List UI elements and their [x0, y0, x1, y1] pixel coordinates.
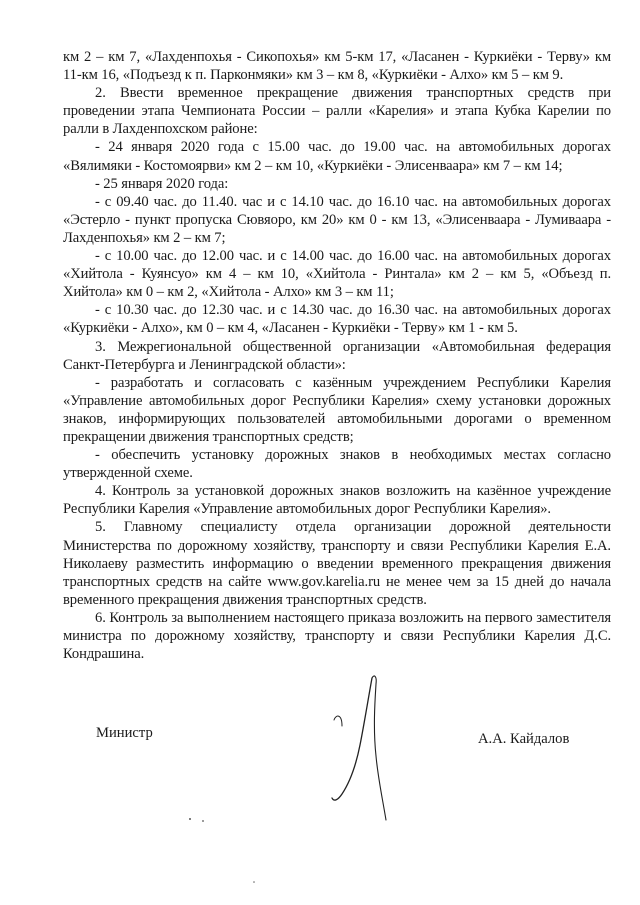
paragraph-time-slot-2: - с 10.00 час. до 12.00 час. и с 14.00 час. до 16.00 час. на автомобильных дорогах «Хийтола - Куянсуо» км 4 – км 10, «Хийтола - Ринтала» км 2 – км 5, «Объезд п. Хийтола» км 0 – км 2, «Хийтола - Алхо» км 3 – км 11;	[63, 248, 611, 301]
paragraph-road-list-continued: км 2 – км 7, «Лахденпохья - Сикопохья» км 5-км 17, «Ласанен - Куркиёки - Терву» км 11-км 16, «Подъезд к п. Парконмяки» км 3 – км 8, «Куркиёки - Алхо» км 5 – км 9.	[63, 49, 611, 84]
paragraph-time-slot-3: - с 10.30 час. до 12.30 час. и с 14.30 час. до 16.30 час. на автомобильных дорогах «Куркиёки - Алхо», км 0 – км 4, «Ласанен - Куркиёки - Терву» км 1 - км 5.	[63, 302, 611, 337]
paragraph-date-24-january: - 24 января 2020 года с 15.00 час. до 19.00 час. на автомобильных дорогах «Вялимяки - Костомоярви» км 2 – км 10, «Куркиёки - Элисенваара» км 7 – км 14;	[63, 139, 611, 174]
paragraph-6-control-order: 6. Контроль за выполнением настоящего приказа возложить на первого заместителя министра по дорожному хозяйству, транспорту и связи Республики Карелия Д.С. Кондрашина.	[63, 609, 611, 663]
order-body	[63, 48, 611, 663]
paragraph-develop-scheme: - разработать и согласовать с казённым учреждением Республики Карелия «Управление автомобильных дорог Республики Карелия» схему установки дорожных знаков, информирующих пользователей автомобильными дорогами о временном прекращении движения транспортных средств;	[63, 374, 611, 445]
handwritten-signature	[320, 670, 410, 830]
paragraph-3-automobile-federation: 3. Межрегиональной общественной организации «Автомобильная федерация Санкт-Петербурга и Ленинградской области»:	[63, 338, 611, 373]
signatory-title: Министр	[96, 725, 153, 741]
paragraph-4-control-signs: 4. Контроль за установкой дорожных знаков возложить на казённое учреждение Республики Карелия «Управление автомобильных дорог Республики Карелия».	[63, 483, 611, 518]
paragraph-2-traffic-suspension: 2. Ввести временное прекращение движения транспортных средств при проведении этапа Чемпионата России – ралли «Карелия» и этапа Кубка Карелии по ралли в Лахденпохском районе:	[63, 85, 611, 138]
paragraph-date-25-january: - 25 января 2020 года:	[95, 175, 229, 192]
paragraph-5-publish-information: 5. Главному специалисту отдела организации дорожной деятельности Министерства по дорожному хозяйству, транспорту и связи Республики Карелия Е.А. Николаеву разместить информацию о введении временного прекращения движения транспортных средств на сайте www.gov.karelia.ru не менее чем за 15 дней до начала временного прекращения движения транспортных средств.	[63, 519, 611, 608]
signatory-name: А.А. Кайдалов	[478, 731, 570, 747]
paragraph-install-signs: - обеспечить установку дорожных знаков в необходимых местах согласно утвержденной схеме.	[63, 447, 611, 482]
paragraph-time-slot-1: - с 09.40 час. до 11.40. час и с 14.10 час. до 16.10 час. на автомобильных дорогах «Эстерло - пункт пропуска Сювяоро, км 20» км 0 - км 13, «Элисенваара - Лумиваара - Лахденпохья» км 2 – км 7;	[63, 193, 611, 246]
